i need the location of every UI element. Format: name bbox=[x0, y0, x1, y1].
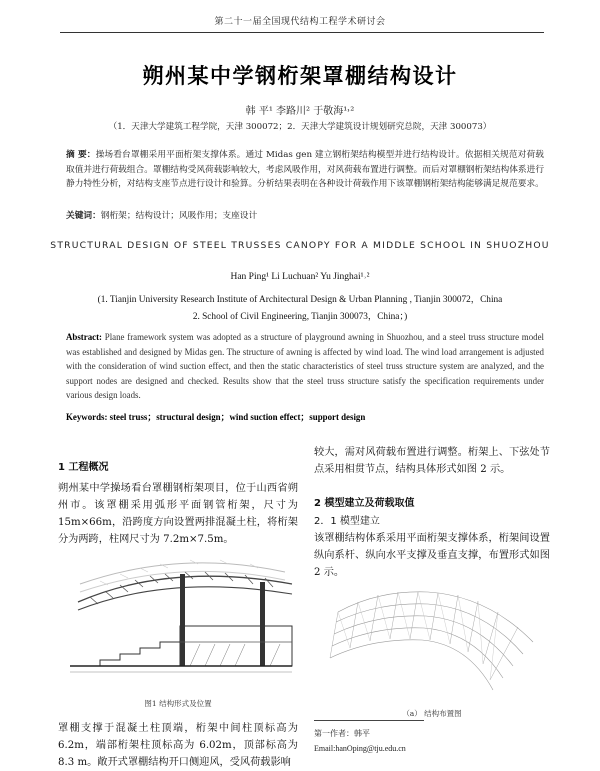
section-1-heading: 1 工程概况 bbox=[58, 462, 109, 473]
section-2-1-paragraph: 该罩棚结构体系采用平面桁架支撑体系，桁架间设置纵向系杆、纵向水平支撑及垂直支撑，布置形式如图 2 示。 bbox=[314, 533, 550, 578]
section-2-heading: 2 模型建立及荷载取值 bbox=[314, 498, 415, 509]
keywords-label-en: Keywords: bbox=[66, 412, 108, 422]
keywords-cn bbox=[66, 209, 544, 221]
figure-2-structure-layout bbox=[318, 582, 544, 702]
affiliation-en-1: (1. Tianjin University Research Institute of Architectural Design & Urban Planning , Tianjin 300072，China bbox=[97, 295, 503, 305]
section-2-1-heading: 2．1 模型建立 bbox=[314, 516, 380, 527]
affiliation-cn: （1．天津大学建筑工程学院，天津 300072；2．天津大学建筑设计规划研究总院，天津 300073） bbox=[108, 122, 492, 132]
header-rule bbox=[60, 32, 544, 33]
abstract-label-cn: 摘 要： bbox=[66, 150, 96, 160]
stand-building bbox=[180, 626, 292, 666]
keywords-label-cn: 关键词： bbox=[66, 211, 101, 221]
abstract-en bbox=[66, 330, 544, 403]
truss-layout-diagonals bbox=[338, 592, 498, 680]
authors-en: Han Ping¹ Li Luchuan² Yu Jinghai¹˒² bbox=[230, 272, 370, 282]
column-right bbox=[260, 582, 265, 666]
section-1-paragraph-1: 朔州某中学操场看台罩棚钢桁架项目，位于山西省朔州市。该罩棚采用弧形平面钢管桁架，尺寸为 15m×66m，沿跨度方向设置两排混凝土柱，将桁架分为两跨，柱网尺寸为 7.2m×7.5m。 bbox=[58, 483, 298, 545]
figure-2-caption: （a） 结构布置图 bbox=[402, 709, 462, 718]
paper-title-en: STRUCTURAL DESIGN OF STEEL TRUSSES CANOPY FOR A MIDDLE SCHOOL IN SHUOZHOU bbox=[50, 240, 550, 251]
section-1-paragraph-2: 罩棚支撑于混凝土柱顶端，桁架中间柱顶标高为 6.2m，端部桁架柱顶标高为 6.02m，顶部标高为 8.3 m。敞开式罩棚结构开口侧迎风，受风荷载影响 bbox=[58, 723, 298, 768]
figure-1-structure-elevation bbox=[60, 544, 296, 694]
authors-cn: 韩 平¹ 李路川² 于敬海¹˒² bbox=[245, 106, 355, 117]
paper-title-cn: 朔州某中学钢桁架罩棚结构设计 bbox=[142, 64, 458, 88]
keywords-text-en: steel truss；structural design；wind suction effect；support design bbox=[109, 412, 366, 422]
stand-hatching bbox=[190, 644, 280, 666]
grandstand-steps bbox=[100, 642, 180, 666]
footnote-rule bbox=[314, 720, 424, 721]
figure-1-caption: 图1 结构形式及位置 bbox=[144, 699, 212, 708]
footnote-email: Email:hanOping@tju.edu.cn bbox=[314, 744, 406, 753]
abstract-label-en: Abstract: bbox=[66, 332, 102, 342]
right-paragraph-1: 较大，需对风荷载布置进行调整。桁架上、下弦处节点采用相贯节点，结构具体形式如图 2 示。 bbox=[314, 447, 550, 475]
column-left bbox=[180, 574, 185, 666]
affiliation-en-2: 2. School of Civil Engineering, Tianjin 300073，China；) bbox=[192, 312, 408, 322]
footnote-author: 第一作者：韩平 bbox=[314, 729, 370, 738]
keywords-en bbox=[66, 410, 544, 423]
abstract-text-en: Plane framework system was adopted as a structure of playground awning in Shuozhou, and a steel truss structure model was established and designed by Midas gen. The structure of awning is affected by wind load. The wind load arrangement is adjusted with the consideration of wind suction effect, and then the static characteristics of steel truss structure system are analyzed, and the support nodes are designed and checked. Results show that the steel truss structure satisfy the specification requirements under various design loads. bbox=[66, 332, 544, 400]
abstract-text-cn: 操场看台罩棚采用平面桁架支撑体系。通过 Midas gen 建立钢桁架结构模型并进行结构设计。依据相关规范对荷载取值并进行荷载组合。罩棚结构受风荷载影响较大，考虑风吸作用，对风荷载布置进行调整。而后对罩棚钢桁架结构体系进行静力特性分析，对结构支座节点进行设计和验算。分析结果表明在各种设计荷载作用下该罩棚钢桁架结构能够满足规范要求。 bbox=[66, 150, 544, 190]
truss-layout-lattice bbox=[330, 592, 533, 690]
abstract-cn bbox=[66, 148, 544, 192]
running-header: 第二十一届全国现代结构工程学术研讨会 bbox=[214, 17, 386, 27]
keywords-text-cn: 钢桁架；结构设计；风吸作用；支座设计 bbox=[100, 211, 258, 221]
